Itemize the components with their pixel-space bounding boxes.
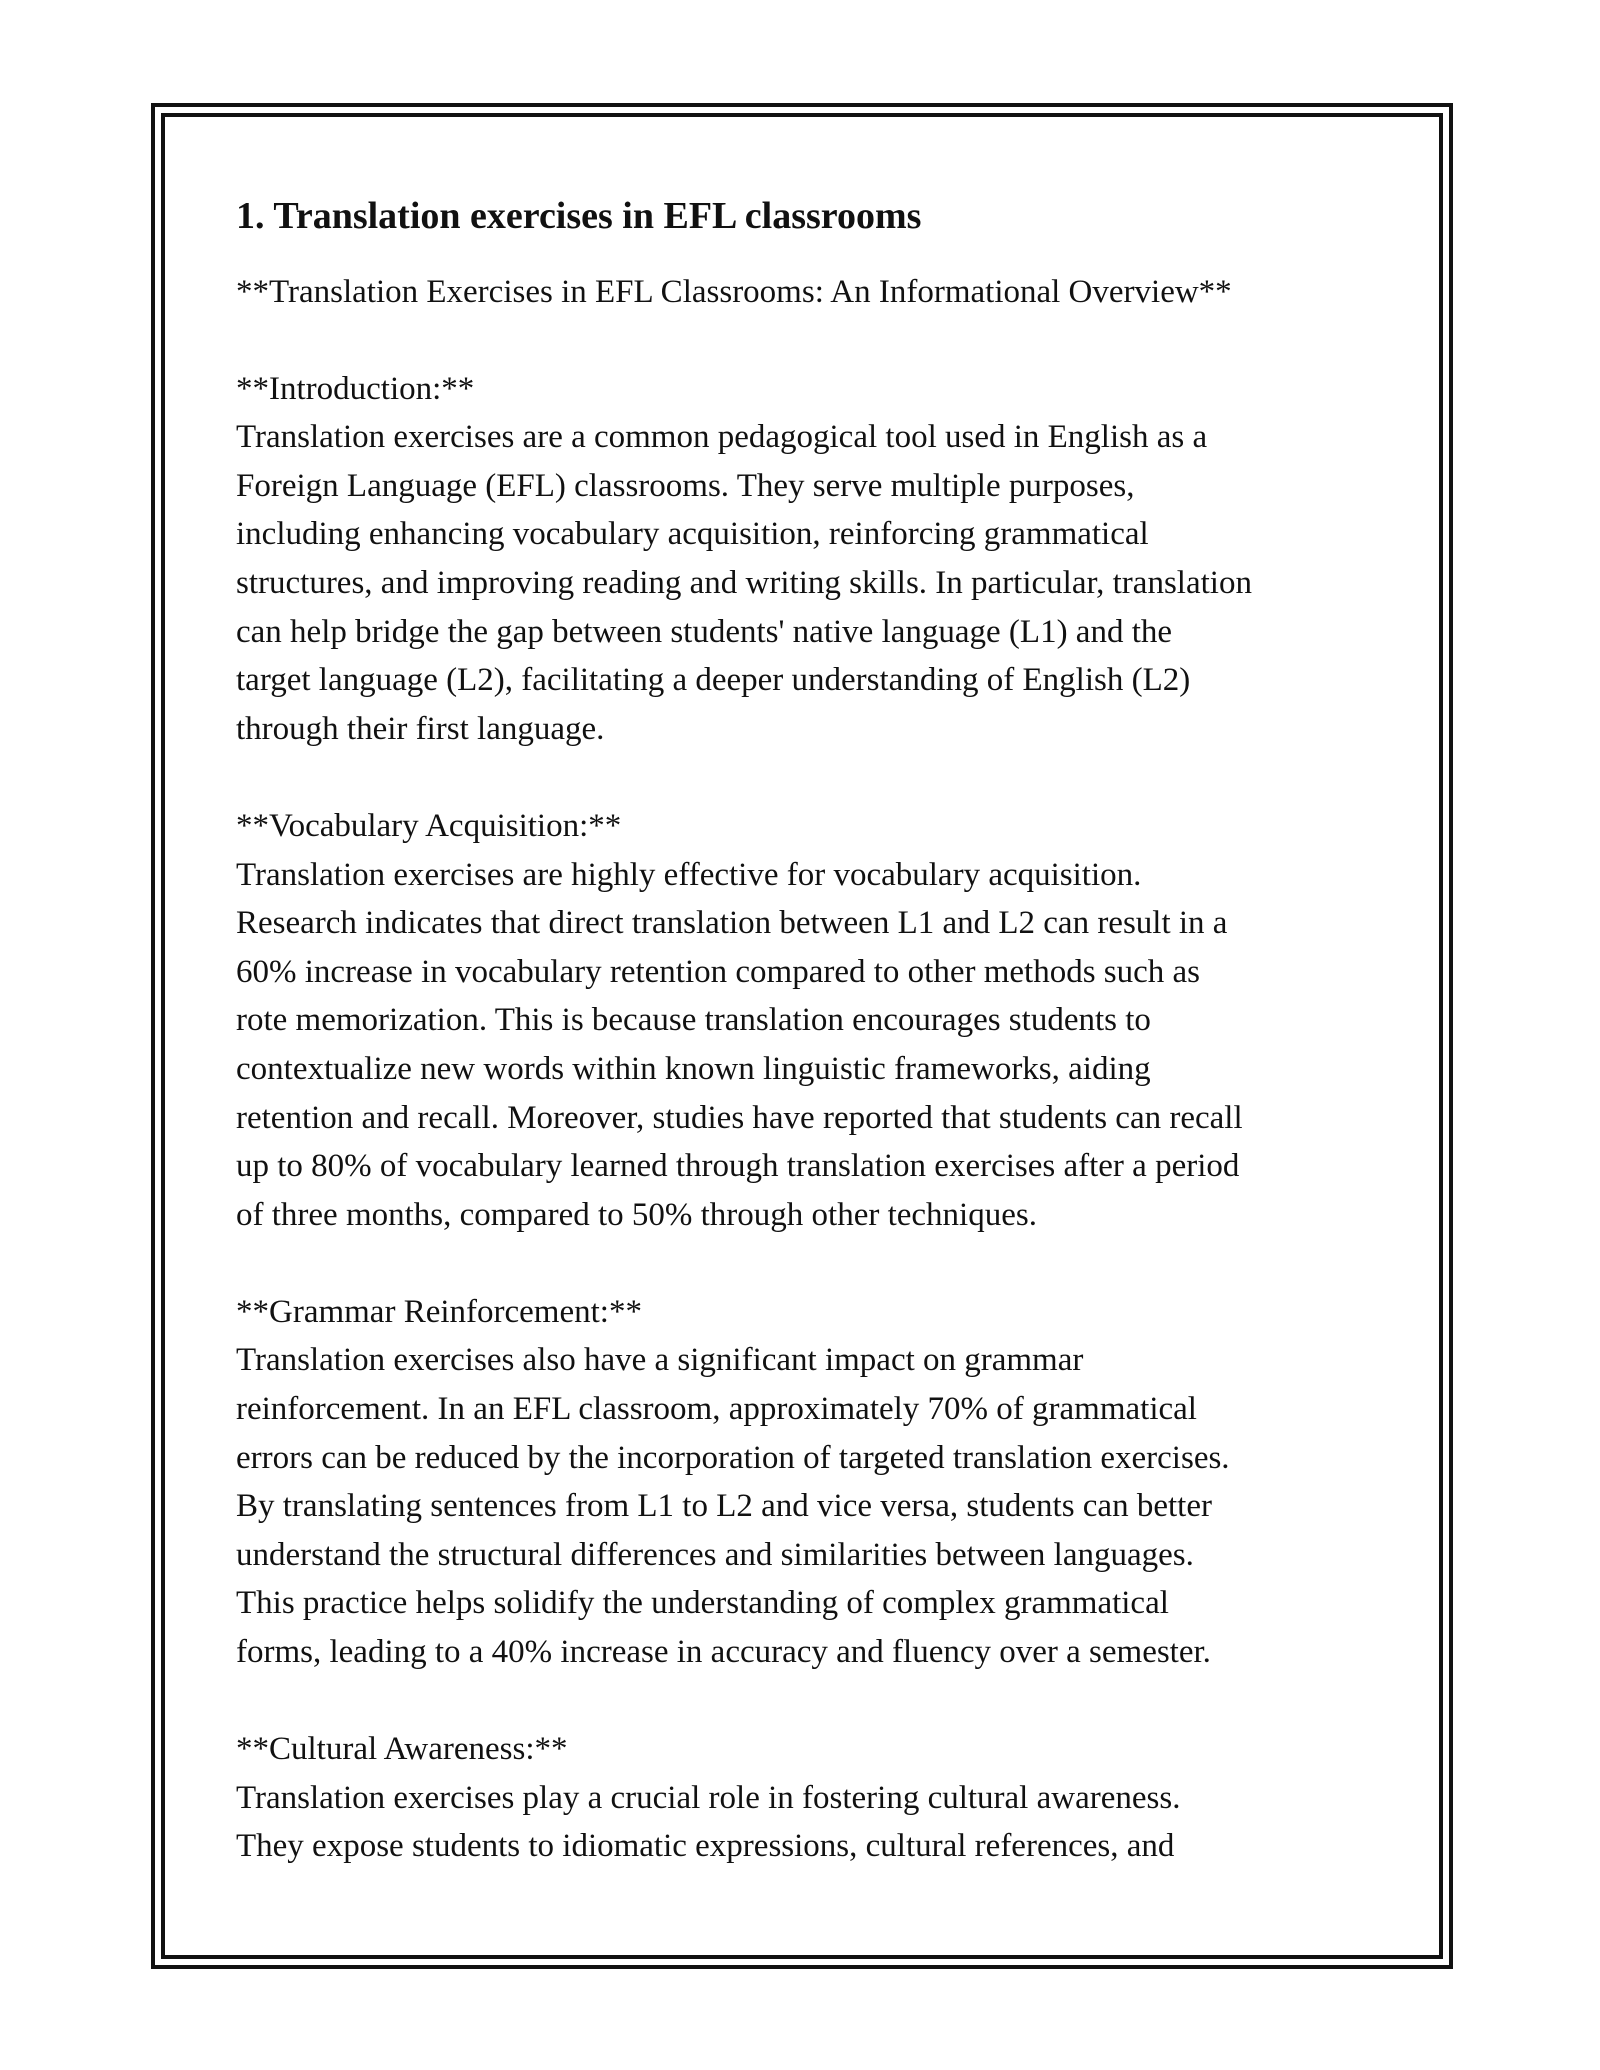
section-label: **Introduction:** — [236, 370, 475, 407]
body-line: reinforcement. In an EFL classroom, approximately 70% of grammatical — [236, 1391, 1197, 1428]
body-line: errors can be reduced by the incorporation of targeted translation exercises. — [236, 1439, 1230, 1476]
body-line: target language (L2), facilitating a deeper understanding of English (L2) — [236, 662, 1191, 699]
body-line: contextualize new words within known linguistic frameworks, aiding — [236, 1050, 1151, 1087]
body-line: rote memorization. This is because translation encourages students to — [236, 1002, 1151, 1039]
section — [236, 802, 1386, 1239]
section — [236, 1288, 1386, 1677]
body-line: forms, leading to a 40% increase in accuracy and fluency over a semester. — [236, 1634, 1211, 1671]
body-line: Foreign Language (EFL) classrooms. They serve multiple purposes, — [236, 467, 1135, 504]
body-line: They expose students to idiomatic expressions, cultural references, and — [236, 1828, 1175, 1865]
body-line: 60% increase in vocabulary retention compared to other methods such as — [236, 953, 1201, 990]
section-label: **Grammar Reinforcement:** — [236, 1293, 642, 1330]
section-body — [236, 851, 1386, 1240]
section-label: **Cultural Awareness:** — [236, 1731, 568, 1768]
document-heading: **Translation Exercises in EFL Classrooms: An Informational Overview** — [236, 274, 1232, 310]
document-content — [236, 186, 1386, 1920]
body-line: By translating sentences from L1 to L2 and vice versa, students can better — [236, 1488, 1212, 1525]
body-line: Translation exercises are highly effective for vocabulary acquisition. — [236, 856, 1142, 893]
body-line: of three months, compared to 50% through other techniques. — [236, 1196, 1037, 1233]
section-body — [236, 1774, 1386, 1871]
sections-container — [236, 365, 1386, 1871]
body-line: Translation exercises are a common pedagogical tool used in English as a — [236, 419, 1208, 456]
body-line: can help bridge the gap between students' native language (L1) and the — [236, 613, 1173, 650]
section-body — [236, 413, 1386, 753]
body-line: This practice helps solidify the understanding of complex grammatical — [236, 1585, 1169, 1622]
body-line: Research indicates that direct translation between L1 and L2 can result in a — [236, 905, 1228, 942]
section-body — [236, 1336, 1386, 1676]
body-line: including enhancing vocabulary acquisition, reinforcing grammatical — [236, 516, 1149, 553]
body-line: Translation exercises also have a significant impact on grammar — [236, 1342, 1084, 1379]
section — [236, 365, 1386, 754]
page-title: 1. Translation exercises in EFL classrooms — [236, 195, 922, 237]
section-label: **Vocabulary Acquisition:** — [236, 807, 622, 844]
section — [236, 1725, 1386, 1871]
body-line: through their first language. — [236, 710, 605, 747]
body-line: up to 80% of vocabulary learned through translation exercises after a period — [236, 1148, 1240, 1185]
body-line: retention and recall. Moreover, studies have reported that students can recall — [236, 1099, 1243, 1136]
body-line: structures, and improving reading and writing skills. In particular, translation — [236, 564, 1252, 601]
body-line: Translation exercises play a crucial role in fostering cultural awareness. — [236, 1779, 1181, 1816]
body-line: understand the structural differences and similarities between languages. — [236, 1536, 1194, 1573]
